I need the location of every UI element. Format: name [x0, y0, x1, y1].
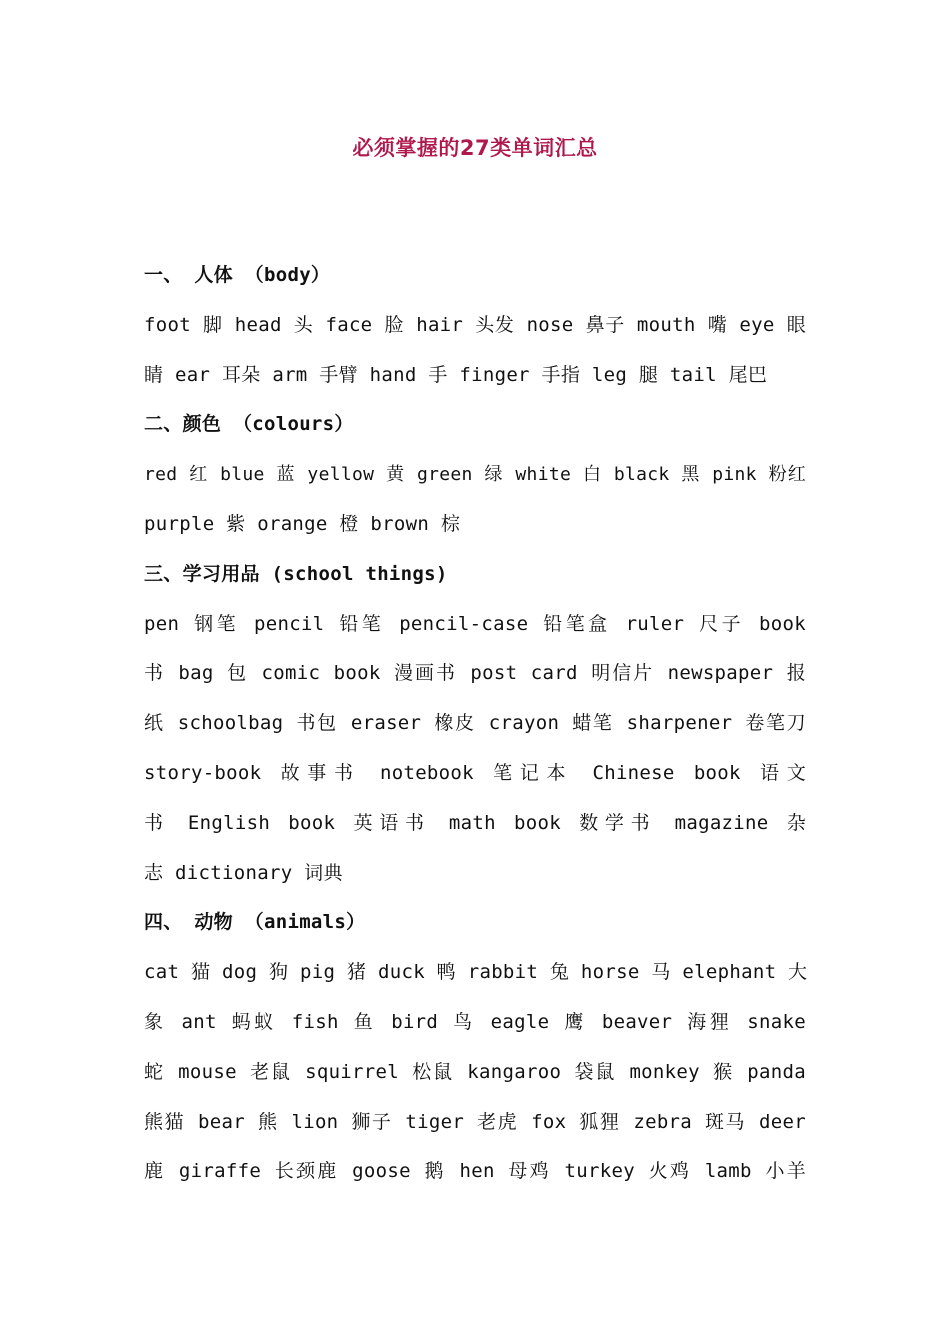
section-heading-school-things: 三、学习用品 (school things)	[144, 562, 448, 585]
section-heading-colours: 二、颜色 （colours）	[144, 413, 354, 436]
section-heading-body: 一、 人体 （body）	[144, 264, 331, 286]
word-line: foot 脚 head 头 face 脸 hair 头发 nose 鼻子 mouth 嘴 eye 眼	[144, 313, 806, 336]
word-line: 志 dictionary 词典	[144, 861, 343, 884]
word-line: 书 English book 英语书 math book 数学书 magazine 杂	[144, 811, 806, 834]
word-line: 熊猫 bear 熊 lion 狮子 tiger 老虎 fox 狐狸 zebra 斑马 deer	[144, 1110, 806, 1133]
word-line: 象 ant 蚂蚁 fish 鱼 bird 鸟 eagle 鹰 beaver 海狸 snake	[144, 1010, 806, 1033]
word-line: story-book 故事书 notebook 笔记本 Chinese book 语文	[144, 761, 806, 784]
document-body	[144, 251, 806, 1197]
word-line: 书 bag 包 comic book 漫画书 post card 明信片 newspaper 报	[144, 662, 806, 685]
word-line: red 红 blue 蓝 yellow 黄 green 绿 white 白 black 黑 pink 粉红	[144, 464, 806, 486]
page-title: 必须掌握的27类单词汇总	[352, 136, 598, 160]
word-line: 鹿 giraffe 长颈鹿 goose 鹅 hen 母鸡 turkey 火鸡 lamb 小羊	[144, 1160, 806, 1183]
word-line: cat 猫 dog 狗 pig 猪 duck 鸭 rabbit 兔 horse 马 elephant 大	[144, 961, 808, 984]
word-line: 纸 schoolbag 书包 eraser 橡皮 crayon 蜡笔 sharpener 卷笔刀	[144, 712, 806, 735]
word-line: 蛇 mouse 老鼠 squirrel 松鼠 kangaroo 袋鼠 monkey 猴 panda	[144, 1060, 806, 1083]
word-line: purple 紫 orange 橙 brown 棕	[144, 512, 461, 535]
section-heading-animals: 四、 动物 （animals）	[144, 911, 366, 934]
word-line: 睛 ear 耳朵 arm 手臂 hand 手 finger 手指 leg 腿 tail 尾巴	[144, 363, 768, 386]
word-line: pen 钢笔 pencil 铅笔 pencil-case 铅笔盒 ruler 尺子 book	[144, 612, 806, 635]
